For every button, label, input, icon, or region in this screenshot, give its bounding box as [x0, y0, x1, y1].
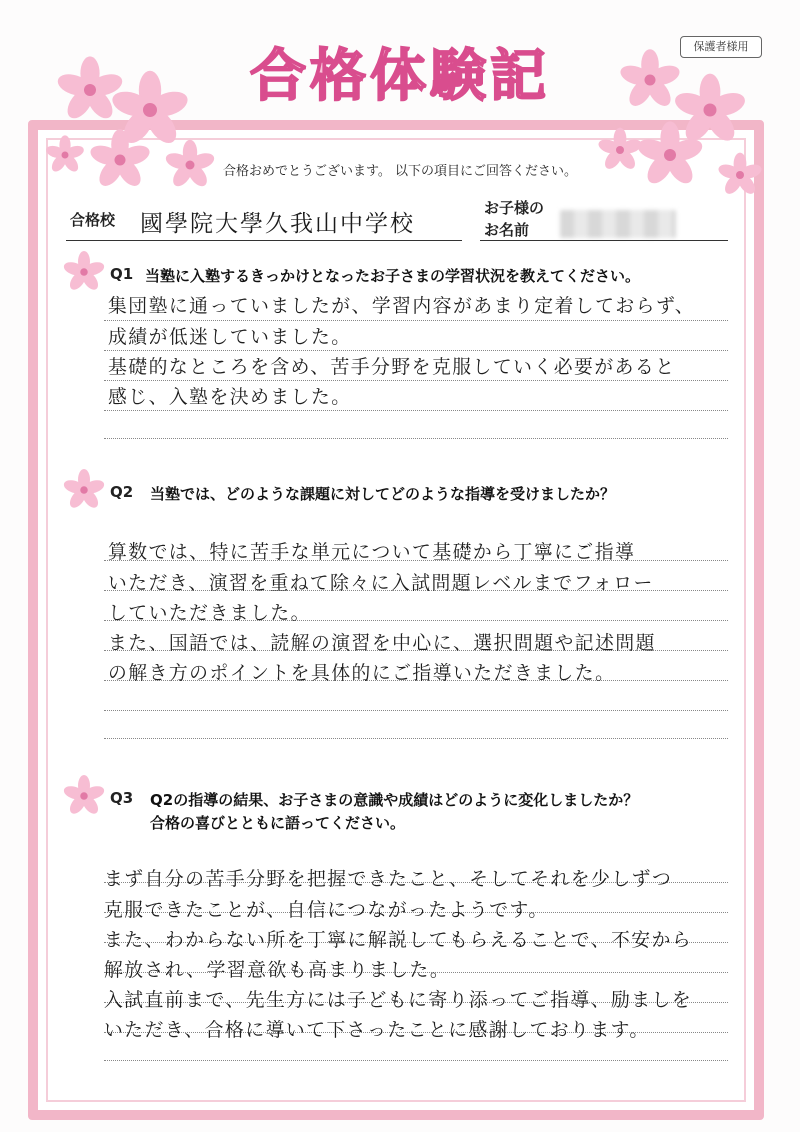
school-label: 合格校: [70, 211, 116, 229]
instruction-text: 合格おめでとうございます。 以下の項目にご回答ください。: [222, 164, 578, 179]
q1-text: 当塾に入塾するきっかけとなったお子さまの学習状況を教えてください。: [145, 267, 641, 285]
q1-number: Q1: [110, 265, 134, 283]
q2-answer-line-3: していただきました。: [108, 602, 311, 624]
school-underline: [66, 240, 462, 241]
q3-number: Q3: [110, 789, 134, 807]
q2-answer-line-5: の解き方のポイントを具体的にご指導いただきました。: [108, 662, 616, 684]
q3-answer-line-5: 入試直前まで、先生方には子どもに寄り添ってご指導、励ましを: [104, 989, 693, 1011]
school-name-handwritten: 國學院大學久我山中学校: [140, 211, 415, 237]
q1-answer-line-1: 集団塾に通っていましたが、学習内容があまり定着しておらず、: [108, 295, 696, 317]
q3-text-line-2: 合格の喜びとともに語ってください。: [150, 814, 406, 832]
child-name-redacted: [560, 210, 676, 238]
q2-answer-line-2: いただき、演習を重ねて除々に入試問題レベルまでフォロー: [108, 572, 654, 594]
q2-answer-line-1: 算数では、特に苦手な単元について基礎から丁寧にご指導: [108, 541, 636, 563]
q1-answer-line-4: 感じ、入塾を決めました。: [108, 386, 352, 408]
q1-blossom-icon: [64, 252, 104, 292]
q2-text: 当塾では、どのような課題に対してどのような指導を受けましたか？: [150, 485, 616, 503]
q3-answer-line-2: 克服できたことが、自信につながったようです。: [104, 899, 549, 921]
q1-answer-line-2: 成績が低迷していました。: [108, 326, 352, 348]
q3-answer-line-3: また、わからない所を丁寧に解説してもらえることで、不安から: [104, 929, 693, 951]
cherry-blossom-cluster-right-icon: [580, 40, 780, 210]
q3-answer-line-6: いただき、合格に導いて下さったことに感謝しております。: [104, 1019, 650, 1041]
child-name-underline: [480, 240, 728, 241]
q2-blossom-icon: [64, 470, 104, 510]
child-name-label: お子様の お名前: [484, 199, 545, 239]
q3-answer-line-1: まず自分の苦手分野を把握できたこと、そしてそれを少しずつ: [104, 868, 673, 890]
q3-text: Q2の指導の結果、お子さまの意識や成績はどのように変化しましたか？: [150, 791, 639, 809]
page-title: 合格体験記: [250, 43, 550, 109]
q3-answer-line-4: 解放され、学習意欲も高まりました。: [104, 959, 451, 981]
q2-answer-line-4: また、国語では、読解の演習を中心に、選択問題や記述問題: [108, 632, 656, 654]
q2-number: Q2: [110, 483, 134, 501]
q1-answer-line-3: 基礎的なところを含め、苦手分野を克服していく必要があると: [108, 356, 676, 378]
q3-blossom-icon: [64, 776, 104, 816]
guardian-badge: 保護者様用: [680, 36, 762, 58]
